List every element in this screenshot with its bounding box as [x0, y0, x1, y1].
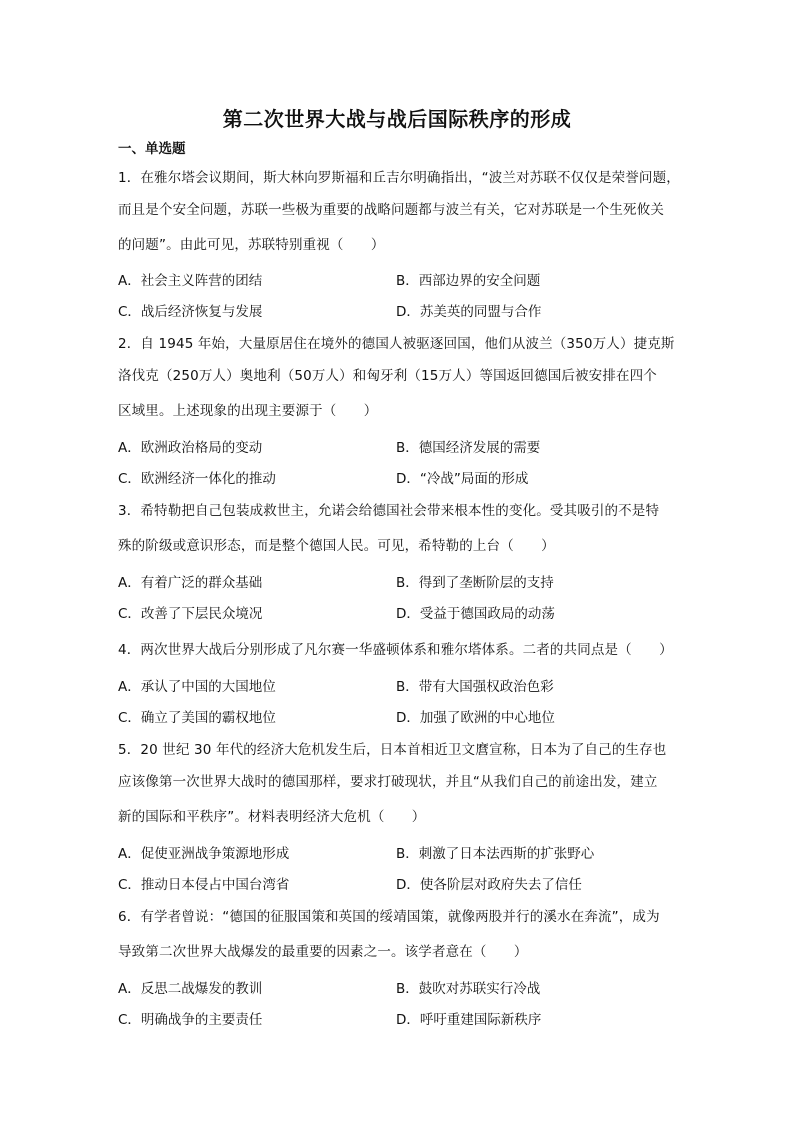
question-1-line-1: 1．在雅尔塔会议期间，斯大林向罗斯福和丘吉尔明确指出，“波兰对苏联不仅仅是荣誉问题， [118, 170, 680, 186]
question-4-option-a: A．承认了中国的大国地位 [118, 679, 276, 695]
question-1-option-a: A．社会主义阵营的团结 [118, 273, 263, 289]
question-1-line-2: 而且是个安全问题，苏联一些极为重要的战略问题都与波兰有关，它对苏联是一个生死攸关 [118, 202, 664, 218]
question-3-option-b: B．得到了垄断阶层的支持 [396, 575, 554, 591]
question-2-option-c: C．欧洲经济一体化的推动 [118, 471, 276, 487]
section-heading: 一、单选题 [118, 141, 186, 157]
question-2-option-a: A．欧洲政治格局的变动 [118, 440, 263, 456]
question-4-option-b: B．带有大国强权政治色彩 [396, 679, 554, 695]
question-2-line-1: 2．自 1945 年始，大量原居住在境外的德国人被驱逐回国，他们从波兰（350万人）捷克斯 [118, 336, 675, 352]
question-6-line-1: 6．有学者曾说：“德国的征服国策和英国的绥靖国策，就像两股并行的溪水在奔流”，成为 [118, 909, 660, 925]
question-3-line-2: 殊的阶级或意识形态，而是整个德国人民。可见，希特勒的上台（ ） [118, 538, 555, 554]
question-1-option-c: C．战后经济恢复与发展 [118, 304, 263, 320]
question-2-option-b: B．德国经济发展的需要 [396, 440, 541, 456]
question-5-line-3: 新的国际和平秩序”。材料表明经济大危机（ ） [118, 809, 426, 825]
question-5-option-a: A．促使亚洲战争策源地形成 [118, 846, 290, 862]
question-4-option-c: C．确立了美国的霸权地位 [118, 710, 276, 726]
question-6-line-2: 导致第二次世界大战爆发的最重要的因素之一。该学者意在（ ） [118, 944, 528, 960]
question-2-line-3: 区域里。上述现象的出现主要源于（ ） [118, 403, 378, 419]
question-6-option-d: D．呼吁重建国际新秩序 [396, 1012, 542, 1028]
question-1-line-3: 的问题”。由此可见，苏联特别重视（ ） [118, 237, 385, 253]
question-3-option-d: D．受益于德国政局的动荡 [396, 606, 555, 622]
document-title: 第二次世界大战与战后国际秩序的形成 [222, 107, 572, 131]
question-1-option-b: B．西部边界的安全问题 [396, 273, 541, 289]
question-2-line-2: 洛伐克（250万人）奥地利（50万人）和匈牙利（15万人）等国返回德国后被安排在四个 [118, 368, 657, 384]
question-3-line-1: 3．希特勒把自己包装成救世主，允诺会给德国社会带来根本性的变化。受其吸引的不是特 [118, 503, 660, 519]
question-6-option-a: A．反思二战爆发的教训 [118, 981, 263, 997]
question-3-option-c: C．改善了下层民众境况 [118, 606, 263, 622]
question-6-option-b: B．鼓吹对苏联实行冷战 [396, 981, 541, 997]
question-4-option-d: D．加强了欧洲的中心地位 [396, 710, 555, 726]
question-5-option-b: B．刺激了日本法西斯的扩张野心 [396, 846, 595, 862]
question-5-line-2: 应该像第一次世界大战时的德国那样，要求打破现状，并且“从我们自己的前途出发，建立 [118, 774, 658, 790]
question-3-option-a: A．有着广泛的群众基础 [118, 575, 263, 591]
question-5-line-1: 5．20 世纪 30 年代的经济大危机发生后，日本首相近卫文麿宣称，日本为了自己的生存也 [118, 742, 667, 758]
question-4-line-1: 4．两次世界大战后分别形成了凡尔赛一华盛顿体系和雅尔塔体系。二者的共同点是（ ） [118, 642, 673, 658]
question-1-option-d: D．苏美英的同盟与合作 [396, 304, 542, 320]
question-2-option-d: D．“冷战”局面的形成 [396, 471, 529, 487]
question-5-option-d: D．使各阶层对政府失去了信任 [396, 877, 582, 893]
question-6-option-c: C．明确战争的主要责任 [118, 1012, 263, 1028]
question-5-option-c: C．推动日本侵占中国台湾省 [118, 877, 290, 893]
